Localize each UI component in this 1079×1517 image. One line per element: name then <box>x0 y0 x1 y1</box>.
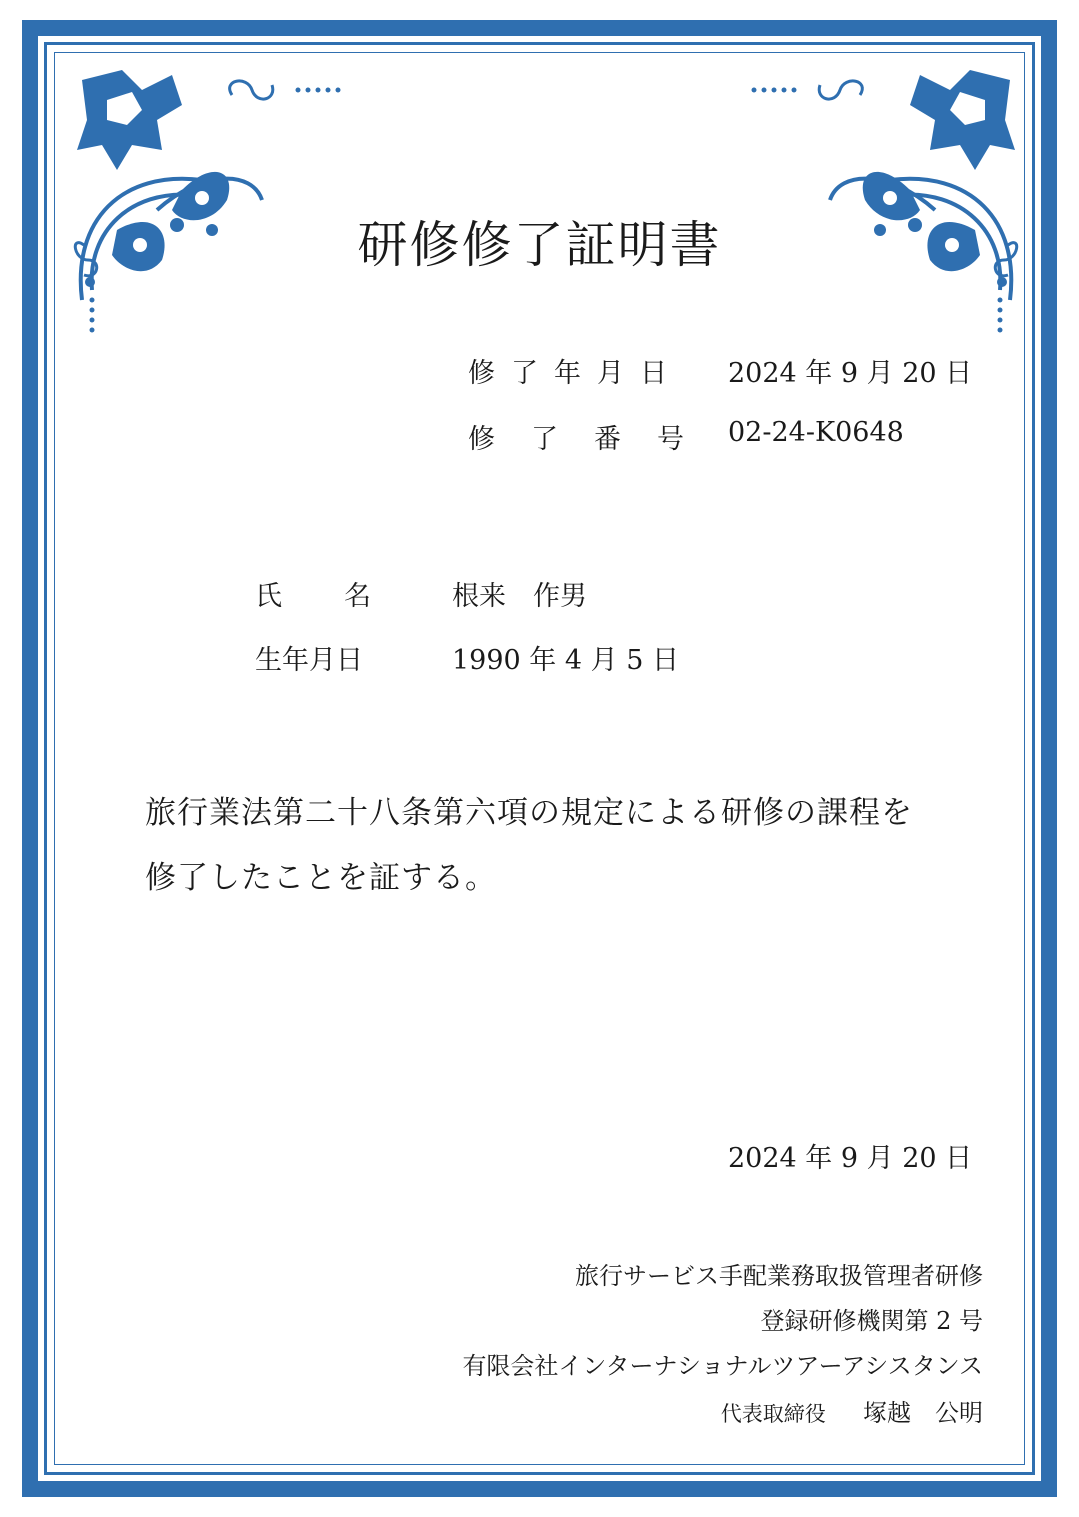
statement-line-2: 修了したことを証する。 <box>145 860 497 896</box>
completion-date-label: 修了年月日 <box>468 358 683 389</box>
issuer-company: 有限会社インターナショナルツアーアシスタンス <box>462 1352 983 1380</box>
name-value: 根来 作男 <box>452 581 587 612</box>
completion-number-value: 02-24-K0648 <box>728 417 904 448</box>
issuer-registration: 登録研修機関第 2 号 <box>760 1307 983 1335</box>
name-label: 氏名 <box>255 581 433 612</box>
birth-date-value: 1990 年 4 月 5 日 <box>452 645 679 676</box>
issuer-program: 旅行サービス手配業務取扱管理者研修 <box>575 1262 983 1290</box>
birth-date-label: 生年月日 <box>255 645 363 676</box>
completion-number-label: 修了番号 <box>468 424 720 455</box>
certificate-title: 研修修了証明書 <box>357 216 722 274</box>
representative-name: 塚越 公明 <box>863 1399 983 1427</box>
representative-title: 代表取締役 <box>720 1402 826 1426</box>
statement-line-1: 旅行業法第二十八条第六項の規定による研修の課程を <box>145 795 913 831</box>
issuer-representative <box>721 1393 983 1428</box>
completion-date-value: 2024 年 9 月 20 日 <box>728 358 973 389</box>
issue-date: 2024 年 9 月 20 日 <box>728 1143 973 1174</box>
